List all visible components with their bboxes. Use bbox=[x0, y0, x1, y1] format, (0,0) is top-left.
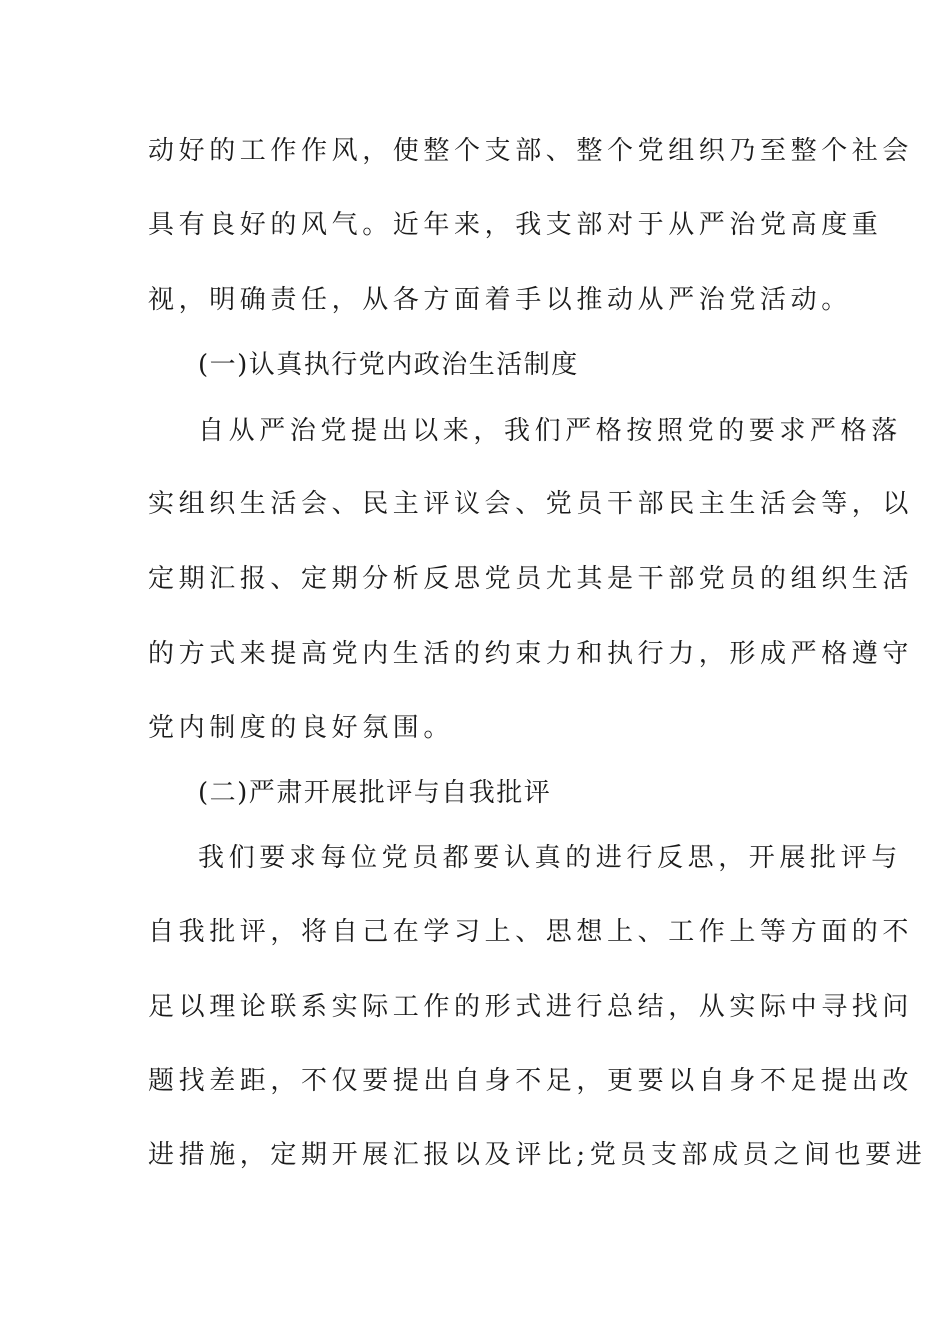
body-text-line: 实组织生活会、民主评议会、党员干部民主生活会等，以 bbox=[148, 489, 914, 519]
body-text-line: 具有良好的风气。近年来，我支部对于从严治党高度重 bbox=[148, 210, 883, 240]
body-text-line: 题找差距，不仅要提出自身不足，更要以自身不足提出改 bbox=[148, 1066, 914, 1096]
body-text-line: 视，明确责任，从各方面着手以推动从严治党活动。 bbox=[148, 285, 852, 315]
body-text-line: 的方式来提高党内生活的约束力和执行力，形成严格遵守 bbox=[148, 639, 914, 669]
section-heading-2: (二)严肃开展批评与自我批评 bbox=[198, 778, 552, 808]
body-text-line: 自从严治党提出以来，我们严格按照党的要求严格落 bbox=[198, 416, 902, 446]
body-text-line: 动好的工作作风，使整个支部、整个党组织乃至整个社会 bbox=[148, 136, 914, 166]
body-text-line: 定期汇报、定期分析反思党员尤其是干部党员的组织生活 bbox=[148, 564, 914, 594]
body-text-line: 党内制度的良好氛围。 bbox=[148, 713, 455, 743]
body-text-line: 足以理论联系实际工作的形式进行总结，从实际中寻找问 bbox=[148, 992, 914, 1022]
body-text-line: 自我批评，将自己在学习上、思想上、工作上等方面的不 bbox=[148, 917, 914, 947]
section-heading-1: (一)认真执行党内政治生活制度 bbox=[198, 350, 579, 380]
body-text-line: 进措施，定期开展汇报以及评比;党员支部成员之间也要进 bbox=[148, 1140, 927, 1170]
body-text-line: 我们要求每位党员都要认真的进行反思，开展批评与 bbox=[198, 843, 902, 873]
